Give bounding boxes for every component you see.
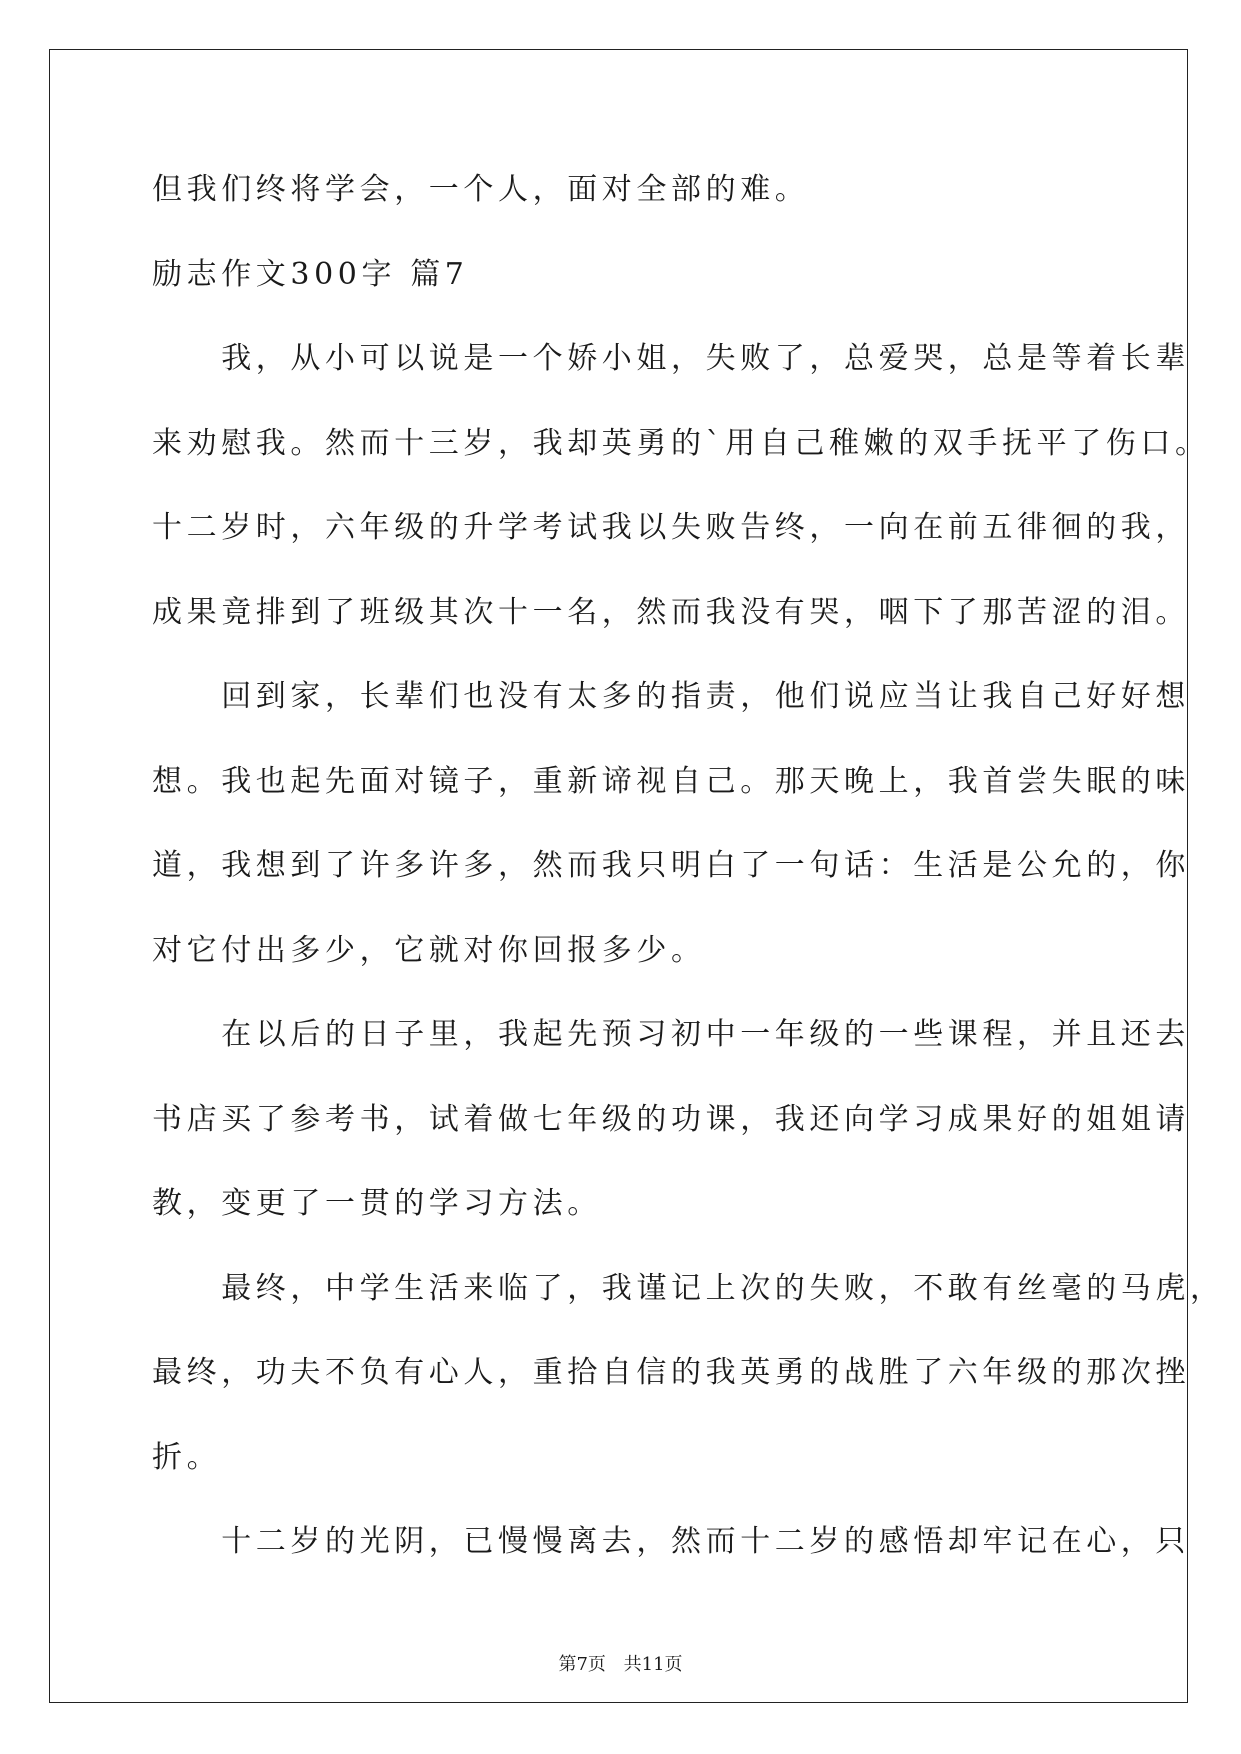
text-line: 我，从小可以说是一个娇小姐，失败了，总爱哭，总是等着长辈 bbox=[152, 341, 1190, 376]
text-line: 十二岁时，六年级的升学考试我以失败告终，一向在前五徘徊的我， bbox=[152, 510, 1190, 545]
text-line: 书店买了参考书，试着做七年级的功课，我还向学习成果好的姐姐请 bbox=[152, 1102, 1190, 1137]
text-line: 对它付出多少，它就对你回报多少。 bbox=[152, 933, 706, 968]
text-line: 教，变更了一贯的学习方法。 bbox=[152, 1186, 602, 1221]
page-number: 第7页 bbox=[558, 1654, 606, 1675]
text-line: 折。 bbox=[152, 1440, 222, 1475]
text-line: 回到家，长辈们也没有太多的指责，他们说应当让我自己好好想 bbox=[152, 679, 1190, 714]
text-line: 十二岁的光阴，已慢慢离去，然而十二岁的感悟却牢记在心，只 bbox=[152, 1524, 1190, 1559]
text-line: 来劝慰我。然而十三岁，我却英勇的`用自己稚嫩的双手抚平了伤口。 bbox=[152, 426, 1210, 461]
text-line: 成果竟排到了班级其次十一名，然而我没有哭，咽下了那苦涩的泪。 bbox=[152, 595, 1190, 630]
text-line: 在以后的日子里，我起先预习初中一年级的一些课程，并且还去 bbox=[152, 1017, 1190, 1052]
article-heading: 励志作文300字 篇7 bbox=[152, 257, 469, 292]
text-line: 想。我也起先面对镜子，重新谛视自己。那天晚上，我首尝失眠的味 bbox=[152, 764, 1190, 799]
text-line: 最终，中学生活来临了，我谨记上次的失败，不敢有丝毫的马虎， bbox=[152, 1271, 1225, 1306]
text-line: 道，我想到了许多许多，然而我只明白了一句话：生活是公允的，你 bbox=[152, 848, 1190, 883]
text-line: 但我们终将学会，一个人，面对全部的难。 bbox=[152, 172, 810, 207]
page-total: 共11页 bbox=[623, 1654, 683, 1675]
page-footer bbox=[0, 1653, 1241, 1677]
text-line: 最终，功夫不负有心人，重拾自信的我英勇的战胜了六年级的那次挫 bbox=[152, 1355, 1190, 1390]
